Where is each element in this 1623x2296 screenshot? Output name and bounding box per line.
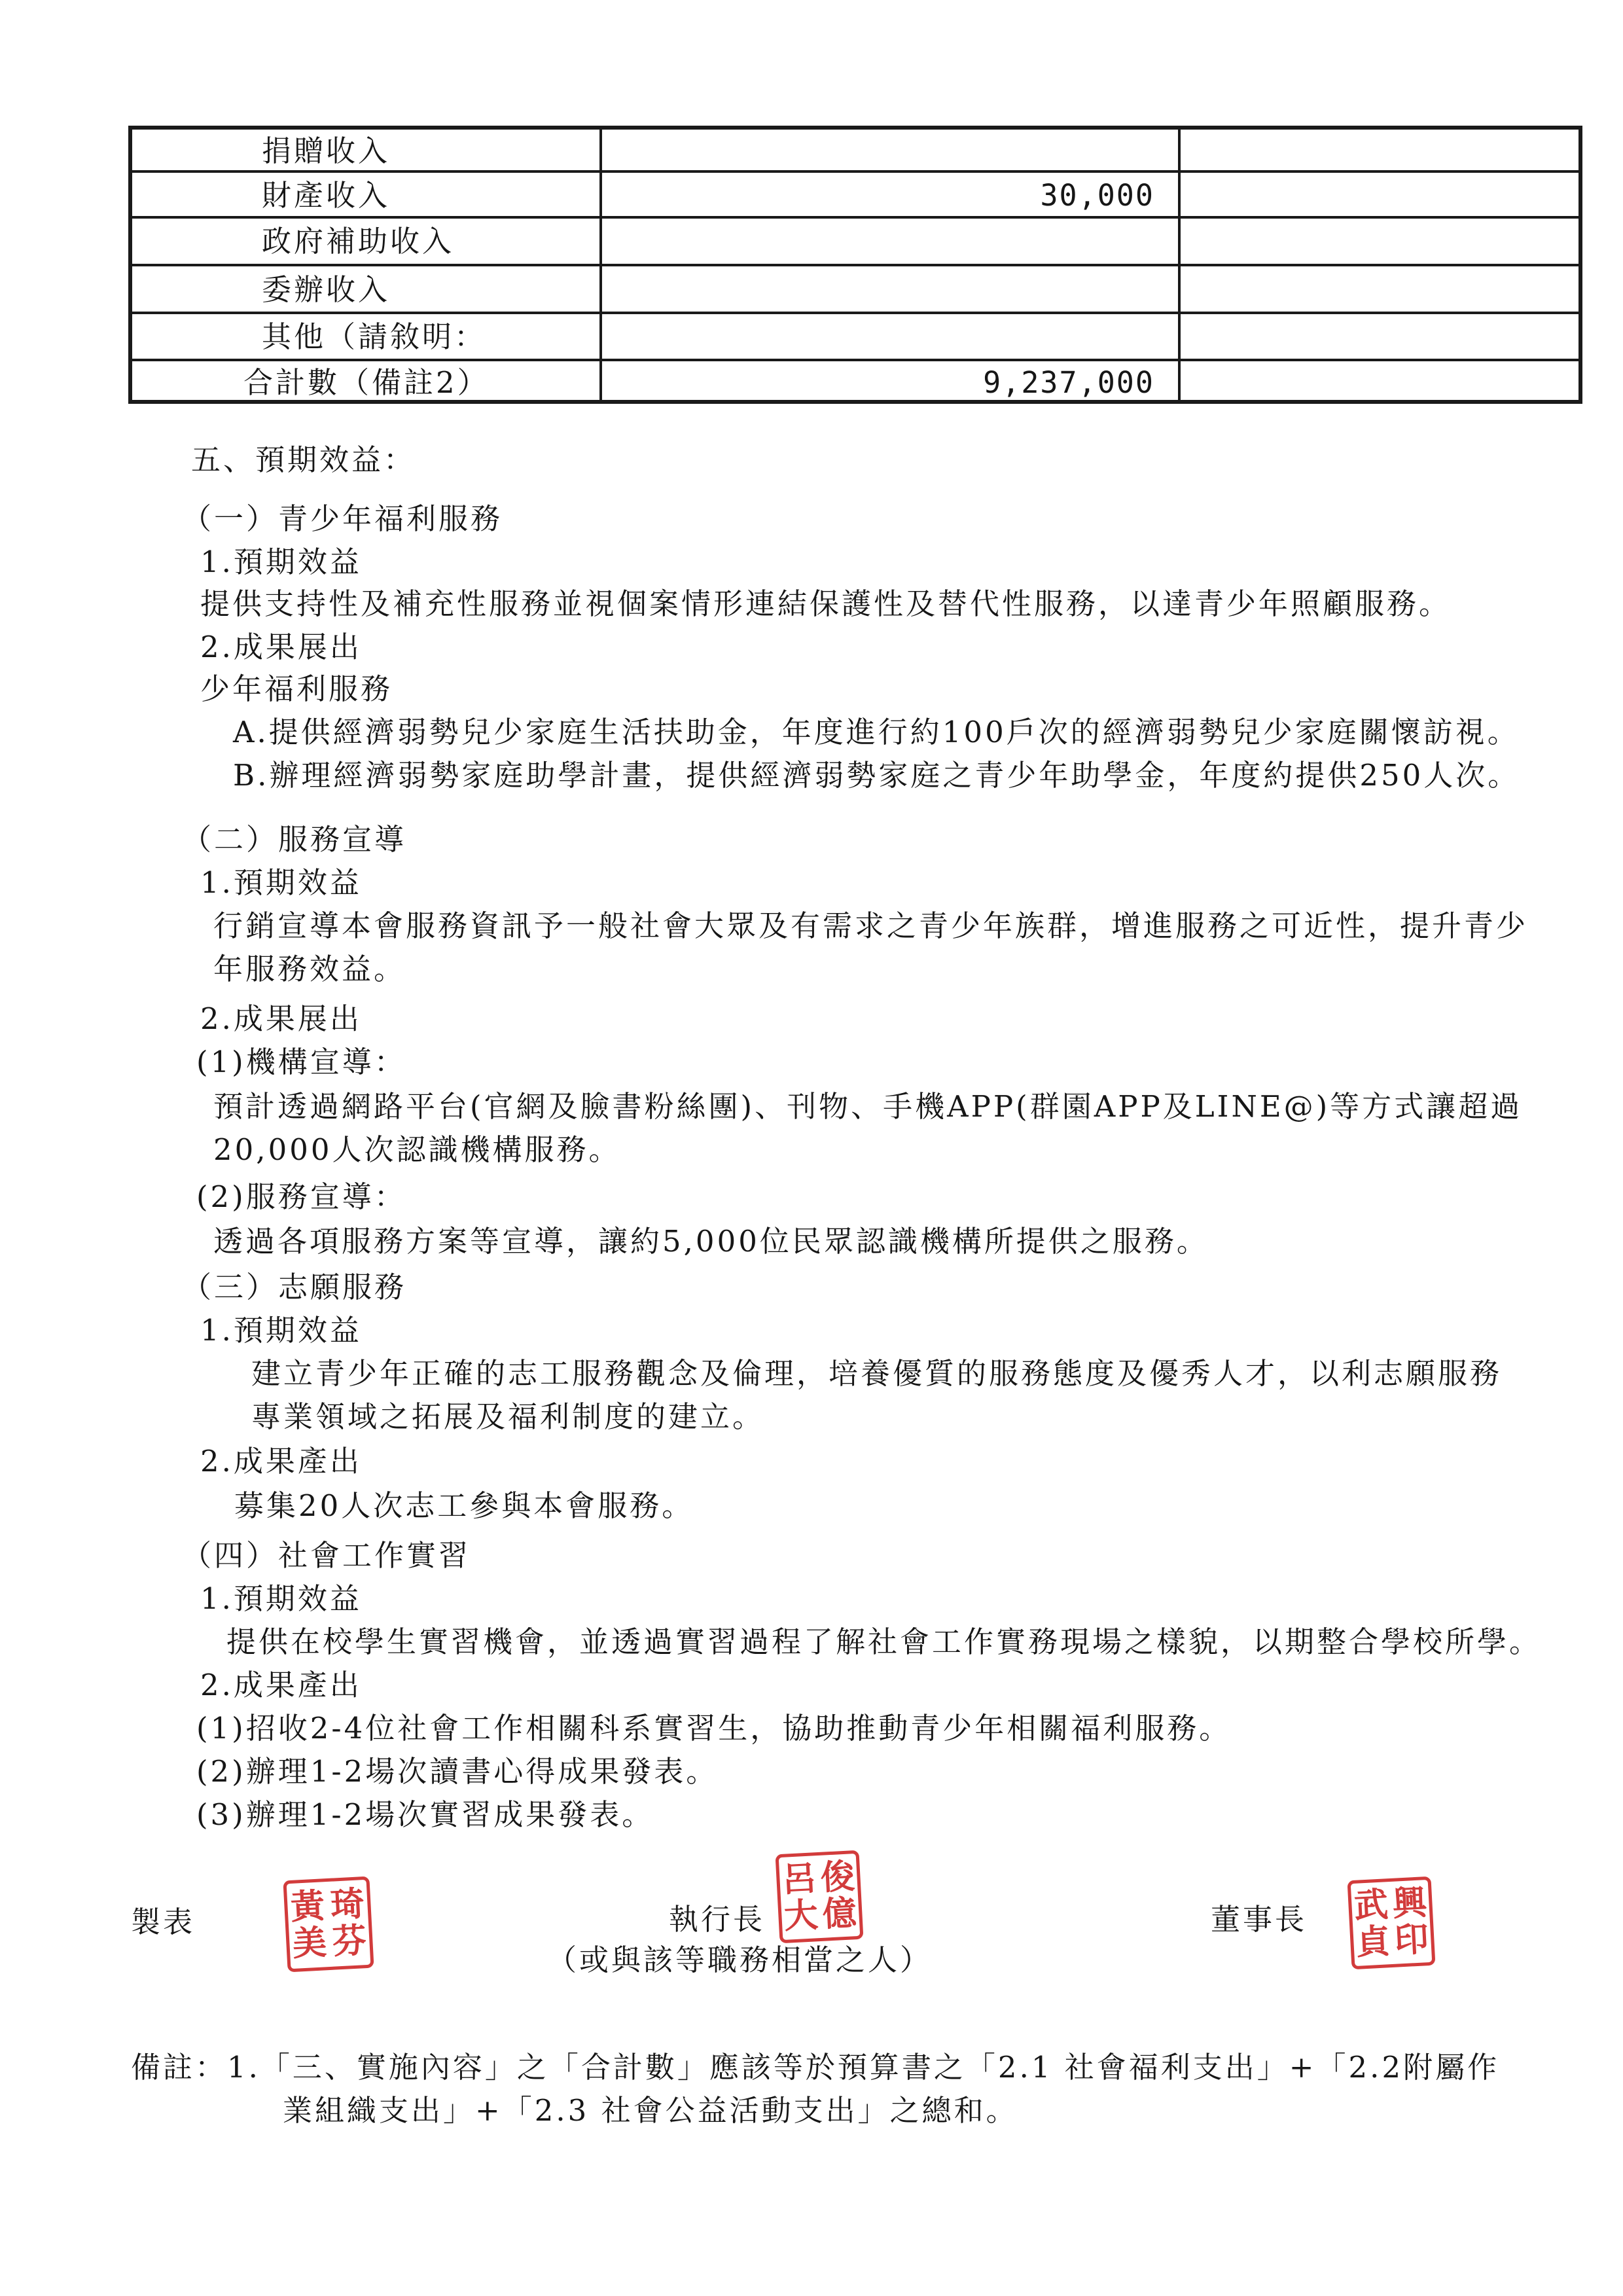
part4-item-3: (3)辦理1-2場次實習成果發表。	[196, 1797, 654, 1832]
part4-item-1: (1)招收2-4位社會工作相關科系實習生，協助推動青少年相關福利服務。	[196, 1711, 1232, 1746]
part2-label-1: 1.預期效益	[200, 865, 362, 900]
part1-item-b: B.辦理經濟弱勢家庭助學計畫，提供經濟弱勢家庭之青少年助學金，年度約提供250人次。	[233, 758, 1520, 793]
preparer-label: 製表	[131, 1905, 196, 1939]
part3-label-1: 1.預期效益	[200, 1313, 362, 1348]
part3-label-2: 2.成果產出	[200, 1444, 362, 1479]
ceo-seal: 呂 俊 大 億	[776, 1850, 864, 1944]
table-row-label: 合計數（備註2）	[243, 365, 490, 400]
part4-item-2: (2)辦理1-2場次讀書心得成果發表。	[196, 1754, 719, 1789]
table-row-amount: 30,000	[1040, 178, 1154, 213]
table-row-label: 其他（請敘明：	[262, 319, 487, 354]
chair-seal: 武 興 貞 印	[1347, 1876, 1436, 1970]
row-divider	[132, 264, 1578, 266]
row-divider	[132, 312, 1578, 314]
part1-subheading: 少年福利服務	[200, 672, 393, 706]
table-row-label: 委辦收入	[262, 272, 391, 307]
part1-heading: （一）青少年福利服務	[182, 501, 503, 536]
chair-label: 董事長	[1211, 1902, 1308, 1937]
part1-text-1: 提供支持性及補充性服務並視個案情形連結保護性及替代性服務，以達青少年照顧服務。	[200, 586, 1452, 621]
row-divider	[132, 170, 1578, 173]
table-row-label: 捐贈收入	[262, 134, 391, 168]
part1-label-1: 1.預期效益	[200, 545, 362, 579]
part2-sub-2a: 透過各項服務方案等宣導，讓約5,000位民眾認識機構所提供之服務。	[213, 1224, 1209, 1259]
row-divider	[132, 216, 1578, 219]
part3-text-1b: 專業領域之拓展及福利制度的建立。	[251, 1399, 765, 1434]
preparer-seal: 黃 琦 美 芬	[283, 1876, 374, 1973]
part3-text-1a: 建立青少年正確的志工服務觀念及倫理，培養優質的服務態度及優秀人才，以利志願服務	[251, 1356, 1503, 1391]
part2-sub-1b: 20,000人次認識機構服務。	[213, 1132, 621, 1167]
part2-sub-2: (2)服務宣導：	[196, 1179, 406, 1214]
part2-text-1a: 行銷宣導本會服務資訊予一般社會大眾及有需求之青少年族群，增進服務之可近性，提升青少	[213, 908, 1529, 943]
table-row-label: 財產收入	[262, 178, 391, 213]
ceo-label: 執行長	[669, 1902, 766, 1937]
part3-heading: （三）志願服務	[182, 1270, 407, 1304]
part4-heading: （四）社會工作實習	[182, 1538, 471, 1573]
note-line-1: 備註：1.「三、實施內容」之「合計數」應該等於預算書之「2.1 社會福利支出」+「2.2附屬作	[131, 2050, 1500, 2085]
note-line-2: 業組織支出」+「2.3 社會公益活動支出」之總和。	[283, 2093, 1018, 2128]
part4-label-2: 2.成果產出	[200, 1668, 362, 1702]
part2-label-2: 2.成果展出	[200, 1001, 362, 1036]
part1-label-2: 2.成果展出	[200, 630, 362, 664]
section-title: 五、預期效益：	[191, 442, 416, 477]
part3-text-2: 募集20人次志工參與本會服務。	[234, 1488, 694, 1523]
part2-sub-1: (1)機構宣導：	[196, 1045, 406, 1079]
part2-heading: （二）服務宣導	[182, 822, 407, 857]
part4-label-1: 1.預期效益	[200, 1581, 362, 1616]
ceo-note: （或與該等職務相當之人）	[547, 1943, 933, 1977]
table-row-label: 政府補助收入	[262, 224, 455, 259]
part4-text-1: 提供在校學生實習機會，並透過實習過程了解社會工作實務現場之樣貌，以期整合學校所學。	[226, 1624, 1542, 1659]
part2-sub-1a: 預計透過網路平台(官網及臉書粉絲團)、刊物、手機APP(群園APP及LINE@)等方式讓超過	[213, 1089, 1523, 1124]
table-row-amount: 9,237,000	[983, 365, 1154, 400]
row-divider	[132, 359, 1578, 361]
part1-item-a: A.提供經濟弱勢兒少家庭生活扶助金，年度進行約100戶次的經濟弱勢兒少家庭關懷訪視。	[233, 715, 1520, 749]
budget-table	[128, 126, 1582, 404]
part2-text-1b: 年服務效益。	[213, 952, 406, 986]
